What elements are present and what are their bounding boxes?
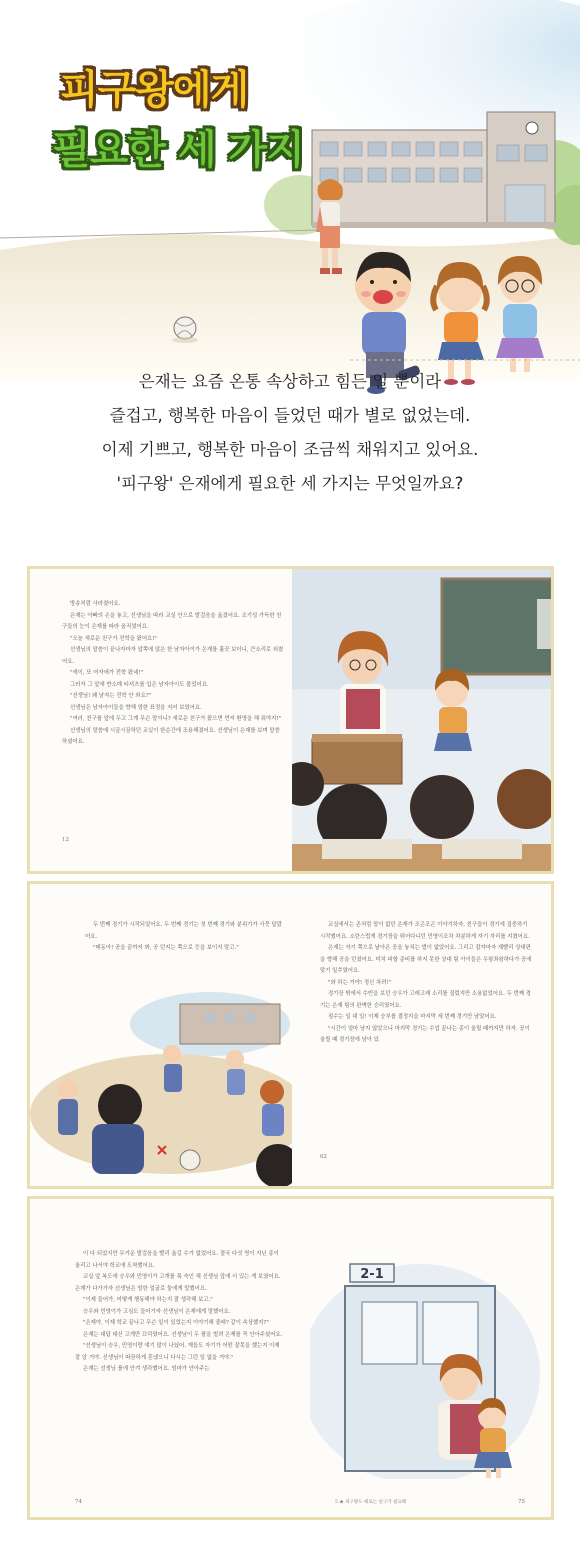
- paragraph: "매동아! 공을 끝까지 봐, 공 던지는 쪽으로 등을 보이지 말고.": [93, 945, 239, 951]
- hero-banner: [0, 0, 580, 545]
- classroom-illustration: [292, 569, 554, 871]
- door-sign: 2-1: [360, 1267, 384, 1282]
- title-line-1: 피구왕에게: [60, 67, 249, 113]
- paragraph: "선생님! 왜 남자는 전학 안 와요?": [70, 693, 152, 699]
- left-page-number: 74: [75, 1499, 82, 1505]
- paragraph: 이 다 되었지만 무거운 발걸음을 빨리 옮길 수가 없었어요. 결국 다섯 명이 지닌 종이 울리고 나서야 학교에 도착했어요.: [75, 1251, 279, 1269]
- spread2-right-text: [320, 920, 532, 1047]
- paragraph: 승우와 민영이가 고심도 들어가자 선생님이 은재에게 말했어요.: [83, 1308, 231, 1315]
- paragraph: 교실 앞 복도에 승우와 민영이가 고개를 푹 숙인 채 선생님 앞에 서 있는 게 보였어요. 은재가 다가가자 선생님은 엄한 얼굴로 둘에게 말했어요.: [75, 1274, 281, 1292]
- paragraph: 그러자 그 앞에 반소매 티셔츠를 입은 남자아이도 물었어요.: [70, 681, 209, 688]
- dodgeball-illustration: [30, 984, 292, 1189]
- paragraph: 은재는 자기 쪽으로 날아온 공을 놓치는 법이 없었어요. 그리고 잡자마자 재빨리 상대편을 향해 공을 던졌어요. 미처 피할 준비를 하지 못한 상대 팀 아이들은 우왕좌왕하다가 공에 맞기 일쑤였어요.: [320, 945, 532, 974]
- paragraph: "와 하는 거야! 정신 차려!": [328, 979, 392, 986]
- page-number: 12: [62, 837, 69, 843]
- paragraph: "여러, 친구를 앞에 두고 그게 무슨 말이니? 새로운 친구가 왔으면 먼저 환영을 해 줘야지!": [70, 716, 282, 722]
- intro-line: 은재는 요즘 온통 속상하고 힘든 일 뿐이라: [138, 372, 442, 391]
- paragraph: 선생님은 남자아이들을 향해 엄한 표정을 지어 보였어요.: [70, 704, 202, 711]
- hug-illustration: [310, 1254, 550, 1479]
- title-line-2: 필요한 세 가지: [52, 127, 304, 173]
- book-spread-1: [27, 566, 554, 874]
- spread2-left-text: [85, 920, 285, 955]
- intro-text: [0, 365, 580, 501]
- paragraph: 두 번째 경기가 시작되었어요. 두 번째 경기는 첫 번째 경기와 분위기가 사뭇 달랐어요.: [85, 922, 282, 940]
- intro-line: 이제 기쁘고, 행복한 마음이 조금씩 채워지고 있어요.: [101, 440, 479, 459]
- spread3-text: [75, 1249, 285, 1376]
- book-spread-3: [27, 1196, 554, 1520]
- page-number: 62: [320, 1154, 327, 1160]
- paragraph: 은재는 대답 대신 고개만 끄덕였어요. 선생님이 두 팔을 벌려 은재를 꼭 안아주셨어요.: [83, 1331, 283, 1338]
- paragraph: 교실에서는 존처럼 말이 없던 은재가 조곤조곤 이야기하자, 친구들이 경기에 집중하기 시작했어요. 소란스럽게 경기장을 뛰어다니던 민영이조차 차분하게 자기 자리를 지켰어요.: [320, 922, 530, 940]
- paragraph: 경기장 밖에서 수빈을 보던 승우가 고래고래 소리를 질렀지만 소용없었어요. 두 번째 경기는 은재 팀의 완벽한 승리였어요.: [320, 991, 531, 1009]
- right-page-number: 75: [518, 1499, 525, 1505]
- paragraph: 은재는 선생님 품에 안겨 생각했어요. 엄마가 안아주는: [83, 1366, 210, 1372]
- spread1-text: [62, 599, 284, 749]
- paragraph: "에이, 또 여자애가 전학 왔네!": [70, 670, 143, 676]
- girl-figure-2: [496, 256, 544, 372]
- paragraph: "이제 들어가, 어떻게 행동해야 하는지 잘 생각해 보고.": [83, 1297, 213, 1303]
- book-spread-2: [27, 881, 554, 1189]
- intro-line: '피구왕' 은재에게 필요한 세 가지는 무엇일까요?: [116, 474, 464, 493]
- paragraph: "은재야, 이제 학교 끝나고 무슨 일이 있었는지 이야기해 줄래? 같이 속상했지?": [83, 1320, 269, 1326]
- paragraph: 선생님의 말씀이 끝나자마자 앞쪽에 앉은 한 남자아이가 은재를 흘끗 보더니, 큰소리로 외쳤어요.: [62, 647, 284, 665]
- paragraph: 은재는 아빠의 손을 놓고, 선생님을 따라 교실 안으로 발걸음을 옮겼어요. 조기성 가득한 친구들의 눈이 은재를 따라 움직였어요.: [62, 612, 282, 630]
- paragraph: "오늘 새로운 친구가 전학을 왔어요!": [70, 635, 157, 642]
- intro-line: 즐겁고, 행복한 마음이 들었던 때가 별로 없었는데.: [109, 406, 471, 425]
- paragraph: "시간이 얼마 남지 않았으니 마지막 경기는 수업 끝나는 종이 울릴 때까지만 하자. 공이 울릴 때 경기장에 남아 있: [320, 1025, 530, 1043]
- paragraph: 방송처럼 사라졌어요.: [70, 601, 121, 607]
- paragraph: "선생님이 승우, 민영이랑 얘기 많이 나눴어. 재들도 자기가 어떤 잘못을 했는지 이제 잘 알 거야. 선생님이 따끔하게 혼냈으니 다시는 그런 일 없을 거야.": [75, 1343, 280, 1361]
- paragraph: 점수는 일 대 일! 이제 승부를 결정지을 마지막 세 번째 경기만 남았어요.: [328, 1014, 497, 1020]
- paragraph: 선생님의 말씀에 시끌시끌하던 교실이 한순간에 조용해졌어요. 선생님이 은재를 보며 말씀하셨어요.: [62, 727, 280, 745]
- running-head: 5 ★ 피구왕도 때로는 친구가 필요해: [335, 1500, 407, 1505]
